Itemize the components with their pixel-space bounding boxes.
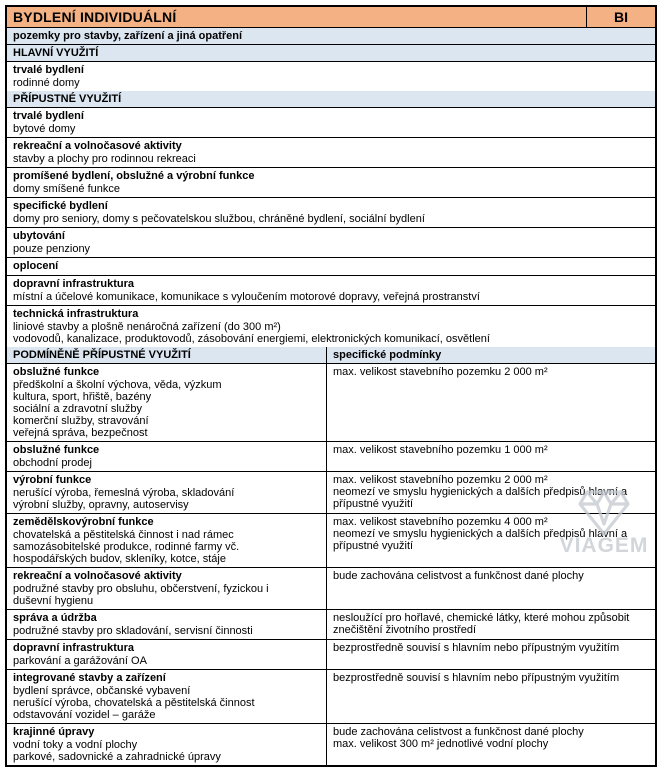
use-line: chovatelská a pěstitelská činnost i nad rámec — [13, 529, 234, 541]
permitted-use-rows — [7, 108, 655, 347]
conditional-use-row — [7, 568, 655, 610]
use-line: liniové stavby a plošně nenáročná zařízení (do 300 m²) — [13, 321, 281, 333]
use-line: neomezí ve smyslu hygienických a dalších předpisů hlavní a — [333, 528, 628, 540]
use-row — [7, 258, 655, 276]
use-line: komerční služby, stravování — [13, 415, 149, 427]
zoning-sheet — [5, 5, 657, 767]
use-line: výrobní služby, opravny, autoservisy — [13, 499, 189, 511]
section-header-main-use: HLAVNÍ VYUŽITÍ — [7, 45, 655, 62]
use-title: obslužné funkce — [13, 444, 100, 456]
conditional-use-row — [7, 670, 655, 724]
use-line: rodinné domy — [13, 77, 80, 89]
intro-row: pozemky pro stavby, zařízení a jiná opatření — [7, 28, 655, 45]
page-title: BYDLENÍ INDIVIDUÁLNÍ — [13, 9, 177, 25]
use-line: max. velikost stavebního pozemku 2 000 m² — [333, 366, 548, 378]
use-line: vodovodů, kanalizace, produktovodů, zásobování energiemi, elektronických komunikací, osvětlení — [13, 333, 490, 345]
use-title: dopravní infrastruktura — [13, 278, 135, 290]
use-line: parkování a garážování OA — [13, 655, 147, 667]
use-title: ubytování — [13, 230, 65, 242]
use-line: přípustné využití — [333, 540, 414, 552]
use-line: max. velikost stavebního pozemku 1 000 m² — [333, 444, 548, 456]
zone-code-badge: BI — [586, 7, 655, 27]
use-line: max. velikost stavebního pozemku 4 000 m² — [333, 516, 548, 528]
section-header-conditional-use — [7, 347, 655, 364]
use-title: krajinné úpravy — [13, 726, 95, 738]
conditions-cell — [327, 724, 655, 765]
conditional-use-row — [7, 442, 655, 472]
use-cell — [7, 670, 327, 723]
title-row — [7, 7, 655, 28]
use-cell — [7, 472, 327, 513]
conditions-cell — [327, 568, 655, 609]
use-cell — [7, 568, 327, 609]
conditions-cell — [327, 670, 655, 723]
use-line: přípustné využití — [333, 498, 414, 510]
use-title: trvalé bydlení — [13, 110, 84, 122]
use-line: kultura, sport, hřiště, bazény — [13, 391, 152, 403]
use-line: znečištění životního prostředí — [333, 624, 477, 636]
use-line: bydlení správce, občanské vybavení — [13, 685, 191, 697]
use-row — [7, 306, 655, 347]
use-title: správa a údržba — [13, 612, 97, 624]
use-line: podružné stavby pro skladování, servisní činnosti — [13, 625, 253, 637]
use-line: max. velikost 300 m² jednotlivé vodní plochy — [333, 738, 549, 750]
main-use-rows — [7, 62, 655, 91]
use-row — [7, 108, 655, 138]
use-line: vodní toky a vodní plochy — [13, 739, 138, 751]
use-cell — [7, 364, 327, 441]
use-line: domy pro seniory, domy s pečovatelskou službou, chráněné bydlení, sociální bydlení — [13, 213, 425, 225]
use-line: nerušící výroba, chovatelská a pěstitelská činnost — [13, 697, 255, 709]
use-line: neomezí ve smyslu hygienických a dalších předpisů hlavní a — [333, 486, 628, 498]
use-line: předškolní a školní výchova, věda, výzkum — [13, 379, 222, 391]
use-line: duševní hygienu — [13, 595, 94, 607]
use-line: bezprostředně souvisí s hlavním nebo přípustným využitím — [333, 672, 620, 684]
conditions-cell — [327, 442, 655, 471]
conditional-use-row — [7, 610, 655, 640]
use-title: technická infrastruktura — [13, 308, 139, 320]
use-line: obchodní prodej — [13, 457, 92, 469]
use-row — [7, 138, 655, 168]
use-line: odstavování vozidel – garáže — [13, 709, 156, 721]
use-title: oplocení — [13, 260, 59, 272]
conditional-use-rows — [7, 364, 655, 765]
use-cell — [7, 610, 327, 639]
use-line: samozásobitelské produkce, rodinné farmy vč. — [13, 541, 240, 553]
use-line: bude zachována celistvost a funkčnost dané plochy — [333, 726, 584, 738]
use-title: rekreační a volnočasové aktivity — [13, 570, 182, 582]
use-line: stavby a plochy pro rodinnou rekreaci — [13, 153, 196, 165]
conditional-use-row — [7, 514, 655, 568]
specific-conditions-header: specifické podmínky — [333, 349, 442, 361]
section-header-permitted-use: PŘÍPUSTNÉ VYUŽITÍ — [7, 91, 655, 108]
use-title: dopravní infrastruktura — [13, 642, 135, 654]
use-row — [7, 198, 655, 228]
use-row — [7, 168, 655, 198]
conditional-use-row — [7, 472, 655, 514]
use-line: parkové, sadovnické a zahradnické úpravy — [13, 751, 221, 763]
use-title: integrované stavby a zařízení — [13, 672, 166, 684]
conditional-use-row — [7, 640, 655, 670]
conditional-use-row — [7, 364, 655, 442]
use-line: hospodářských budov, skleníky, kotce, stáje — [13, 553, 226, 565]
use-line: domy smíšené funkce — [13, 183, 120, 195]
conditions-cell — [327, 472, 655, 513]
use-line: místní a účelové komunikace, komunikace s vyloučením motorové dopravy, veřejná prostranství — [13, 291, 480, 303]
use-title: výrobní funkce — [13, 474, 92, 486]
conditions-cell — [327, 640, 655, 669]
use-title: specifické bydlení — [13, 200, 108, 212]
use-cell — [7, 724, 327, 765]
use-line: bytové domy — [13, 123, 76, 135]
use-cell — [7, 640, 327, 669]
use-title: trvalé bydlení — [13, 64, 84, 76]
conditional-use-row — [7, 724, 655, 765]
use-line: podružné stavby pro obsluhu, občerstvení, fyzickou i — [13, 583, 269, 595]
use-line: pouze penziony — [13, 243, 91, 255]
conditional-use-header: PODMÍNĚNĚ PŘÍPUSTNÉ VYUŽITÍ — [7, 347, 327, 363]
watermark-text: VIAGEM — [559, 534, 649, 557]
use-row — [7, 62, 655, 91]
use-row — [7, 228, 655, 258]
use-line: nesloužící pro hořlavé, chemické látky, které mohou způsobit — [333, 612, 630, 624]
use-title: obslužné funkce — [13, 366, 100, 378]
use-cell — [7, 514, 327, 567]
use-row — [7, 276, 655, 306]
conditions-cell — [327, 364, 655, 441]
use-line: bude zachována celistvost a funkčnost dané plochy — [333, 570, 584, 582]
use-line: bezprostředně souvisí s hlavním nebo přípustným využitím — [333, 642, 620, 654]
use-cell — [7, 442, 327, 471]
conditions-cell — [327, 514, 655, 567]
use-line: max. velikost stavebního pozemku 2 000 m² — [333, 474, 548, 486]
conditions-cell — [327, 610, 655, 639]
use-title: rekreační a volnočasové aktivity — [13, 140, 182, 152]
use-title: zemědělskovýrobní funkce — [13, 516, 154, 528]
use-title: promíšené bydlení, obslužné a výrobní funkce — [13, 170, 255, 182]
use-line: veřejná správa, bezpečnost — [13, 427, 148, 439]
use-line: sociální a zdravotní služby — [13, 403, 143, 415]
use-line: nerušící výroba, řemeslná výroba, skladování — [13, 487, 235, 499]
